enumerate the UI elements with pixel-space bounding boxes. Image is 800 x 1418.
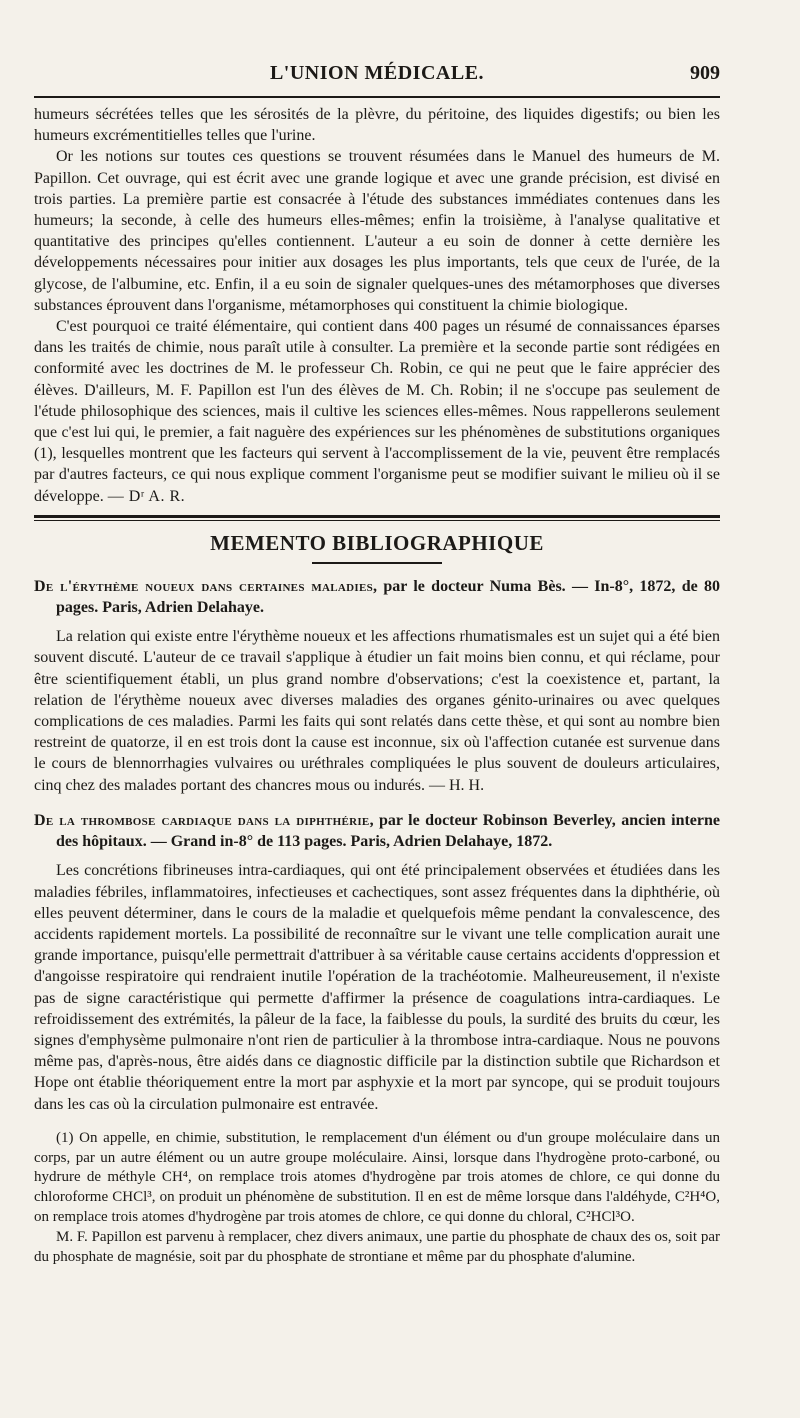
footnote: (1) On appelle, en chimie, substitution, le remplacement d'un élément ou d'un groupe moléculaire dans un corps, par un autre élément ou un autre groupe moléculaire. Ainsi, lorsque dans l'hydrogène proto-carboné, ou hydrure de méthyle CH⁴, on remplace trois atomes d'hydrogène par trois atomes de chlore, ce qui donne du chloroforme CHCl³, on produit un phénomène de substitution. Il en est de même lorsque dans l'aldéhyde, C²H⁴O, on remplace trois atomes d'hydrogène par trois atomes de chlore, ce qui donne du chloral, C²HCl³O. (34, 1129, 720, 1225)
entry-title: De la thrombose cardiaque dans la diphthérie (34, 811, 370, 829)
memento-entry (34, 810, 720, 1115)
page-number: 909 (690, 62, 720, 84)
article-signature: — Dʳ A. R. (107, 487, 186, 505)
article-paragraph: Or les notions sur toutes ces questions se trouvent résumées dans le Manuel des humeurs de M. Papillon. Cet ouvrage, qui est écrit avec une grande logique et avec une grande précision, est divisé en trois parties. La première partie est consacrée à l'étude des substances immédiates contenues dans les humeurs; la seconde, à celle des humeurs elles-mêmes; enfin la troisième, à l'analyse qualitative et quantitative des principes qu'elles contiennent. L'auteur a eu soin de donner à cette dernière les développements nécessaires pour initier aux dosages les plus importants, tels que ceux de l'urée, de la glycose, de l'albumine, etc. Enfin, il a eu soin de signaler quelques-unes des métamorphoses que diverses substances éprouvent dans l'organisme, métamorphoses qui constituent la chimie biologique. (34, 148, 720, 314)
page-header (34, 56, 720, 86)
entry-body: Les concrétions fibrineuses intra-cardiaques, qui ont été principalement observées et étudiées dans les maladies fébriles, inflammatoires, infectieuses et cachectiques, sont assez fréquentes dans la diphthérie, où elles peuvent déterminer, dans le cours de la maladie et quelquefois même pendant la convalescence, des accidents rapidement mortels. La possibilité de reconnaître sur le vivant une telle complication aurait une grande importance, puisqu'elle permettrait d'attribuer à sa véritable cause certains accidents d'oppression et d'angoisse respiratoire qui rendraient inutile l'opération de la trachéotomie. Malheureusement, il n'existe pas de signe caractéristique qui permette d'affirmer la présence de coagulations intra-cardiaques. Le refroidissement des extrémités, la pâleur de la face, la faiblesse du pouls, la surdité des bruits du cœur, les signes d'emphysème pulmonaire n'ont rien de particulier à la thrombose intra-cardiaque. Nous ne pouvons même pas, d'après-nous, être aidés dans ce diagnostic difficile par la distinction subtile que Richardson et Hope ont établie théoriquement entre la mort par asphyxie et la mort par syncope, qui se produit toujours dans les cas où la circulation pulmonaire est entravée. (34, 862, 720, 1113)
entry-citation: , par le docteur Numa Bès. — In-8°, 1872, de 80 pages. Paris, Adrien Delahaye. (56, 577, 721, 617)
article-paragraph (34, 316, 720, 507)
section-divider (34, 515, 720, 521)
memento-entry (34, 576, 720, 796)
entry-heading (34, 576, 720, 618)
entry-heading (34, 810, 720, 852)
article-paragraph: humeurs sécrétées telles que les sérosités de la plèvre, du péritoine, des liquides digestifs; ou bien les humeurs excrémentitielles telles que l'urine. (34, 106, 720, 145)
article-continuation (34, 104, 720, 507)
header-rule (34, 96, 720, 98)
title-underline (312, 562, 442, 564)
footnotes (34, 1129, 720, 1268)
running-title: L'UNION MÉDICALE. (269, 62, 485, 84)
entry-body: La relation qui existe entre l'érythème noueux et les affections rhumatismales est un sujet qui a été bien souvent discuté. L'auteur de ce travail s'applique à étudier un fait moins bien connu, et qui réclame, pour être scientifiquement établi, un plus grand nombre d'observations; c'est la coexistence et, partant, la relation de l'érythème noueux avec diverses maladies des organes génito-urinaires ou avec quelques complications de ces maladies. Parmi les faits qui sont relatés dans cette thèse, et qui sont au nombre bien restreint de quatorze, il en est trois dont la cause est inconnue, six où l'affection cutanée est survenue dans le cours de blennorrhagies vulvaires ou uréthrales compliquées le plus souvent de douleurs articulaires, cinq chez des malades portant des chancres mous ou indurés. — H. H. (34, 628, 720, 794)
memento-title: MEMENTO BIBLIOGRAPHIQUE (210, 530, 544, 555)
journal-page (34, 56, 720, 1267)
entry-title: De l'érythème noueux dans certaines maladies (34, 577, 374, 595)
footnote: M. F. Papillon est parvenu à remplacer, chez divers animaux, une partie du phosphate de chaux des os, soit par du phosphate de magnésie, soit par du phosphate de strontiane et même par du phosphate d'alumine. (34, 1228, 720, 1265)
entry-citation: , par le docteur Robinson Beverley, ancien interne des hôpitaux. — Grand in-8° de 113 pages. Paris, Adrien Delahaye, 1872. (56, 811, 720, 851)
article-paragraph-text: C'est pourquoi ce traité élémentaire, qui contient dans 400 pages un résumé de connaissances éparses dans les traités de chimie, nous paraît utile à consulter. La première et la seconde partie sont rédigées en conformité avec les doctrines de M. le professeur Ch. Robin, ce qui ne peut que le faire apprécier des élèves. D'ailleurs, M. F. Papillon est l'un des élèves de M. Ch. Robin; il ne s'occupe pas seulement de l'étude philosophique des sciences, mais il cultive les sciences elles-mêmes. Nous rappellerons seulement que c'est lui qui, le premier, a fait naguère des expériences sur les phénomènes de substitutions organiques (1), lesquelles montrent que les facteurs qui servent à l'accomplissement de la vie, peuvent être remplacés par d'autres facteurs, ce qui nous explique comment l'organisme peut se modifier suivant le milieu où il se développe. (34, 318, 720, 505)
